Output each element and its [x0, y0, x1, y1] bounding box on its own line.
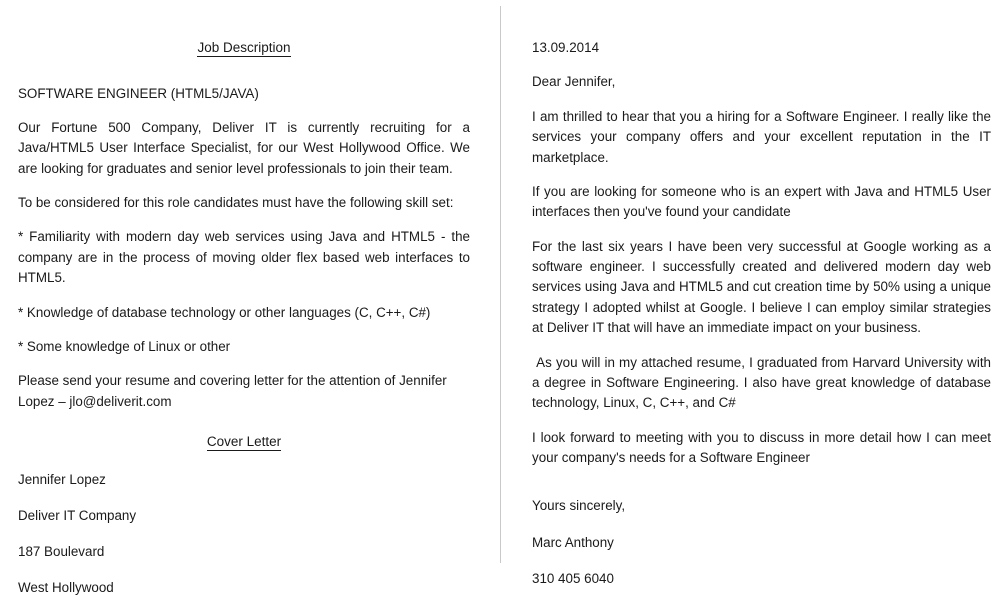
cover-letter-column — [500, 0, 1005, 587]
letter-date: 13.09.2014 — [532, 40, 600, 55]
letter-paragraph-2: If you are looking for someone who is an expert with Java and HTML5 User interfaces then you've found your candidate — [532, 183, 995, 220]
job-description-title-text: Job Description — [197, 40, 291, 55]
letter-salutation: Dear Jennifer, — [532, 74, 616, 90]
letter-phone: 310 405 6040 — [532, 571, 614, 587]
job-description-paragraph-3: * Familiarity with modern day web services using Java and HTML5 - the company are in the process of moving older flex based web interfaces to HTML5. — [18, 229, 474, 286]
job-description-paragraph-4: * Knowledge of database technology or other languages (C, C++, C#) — [18, 304, 431, 320]
cover-letter-title — [18, 432, 470, 452]
letter-paragraph-4: As you will in my attached resume, I graduated from Harvard University with a degree in Software Engineering. I also have great knowledge of database technology, Linux, C, C++, and C# — [532, 354, 995, 411]
recipient-city: West Hollywood — [18, 579, 114, 595]
recipient-name: Jennifer Lopez — [18, 471, 106, 487]
job-description-column — [0, 0, 500, 595]
column-divider — [500, 6, 501, 563]
letter-paragraph-5: I look forward to meeting with you to discuss in more detail how I can meet your company's needs for a Software Engineer — [532, 429, 995, 465]
job-description-title — [18, 38, 470, 58]
job-description-paragraph-2: To be considered for this role candidates must have the following skill set: — [18, 195, 454, 211]
recipient-street: 187 Boulevard — [18, 543, 105, 559]
letter-paragraph-1: I am thrilled to hear that you a hiring for a Software Engineer. I really like the services your company offers and your excellent reputation in the IT marketplace. — [532, 108, 995, 165]
job-description-paragraph-5: * Some knowledge of Linux or other — [18, 338, 231, 354]
letter-closing: Yours sincerely, — [532, 498, 626, 514]
cover-letter-title-text: Cover Letter — [206, 434, 282, 450]
job-title: SOFTWARE ENGINEER (HTML5/JAVA) — [18, 85, 259, 101]
recipient-company: Deliver IT Company — [18, 507, 137, 523]
letter-spacer — [532, 482, 991, 496]
letter-paragraph-3: For the last six years I have been very successful at Google working as a software engineer. I successfully created and delivered modern day web services using Java and HTML5 and cut creation time by 50% using a unique strategy I adopted whilst at Google. I believe I can employ similar strategies at Deliver IT that will have an immediate impact on your business. — [532, 238, 995, 336]
job-description-paragraph-1: Our Fortune 500 Company, Deliver IT is currently recruiting for a Java/HTML5 User Interface Specialist, for our West Hollywood Office. We are looking for graduates and senior level professionals to join their team. — [18, 119, 474, 176]
letter-signature-block — [532, 496, 991, 589]
letter-signature-name: Marc Anthony — [532, 534, 614, 550]
job-description-paragraph-6: Please send your resume and covering letter for the attention of Jennifer Lopez – jlo@deliverit.com — [18, 373, 451, 409]
